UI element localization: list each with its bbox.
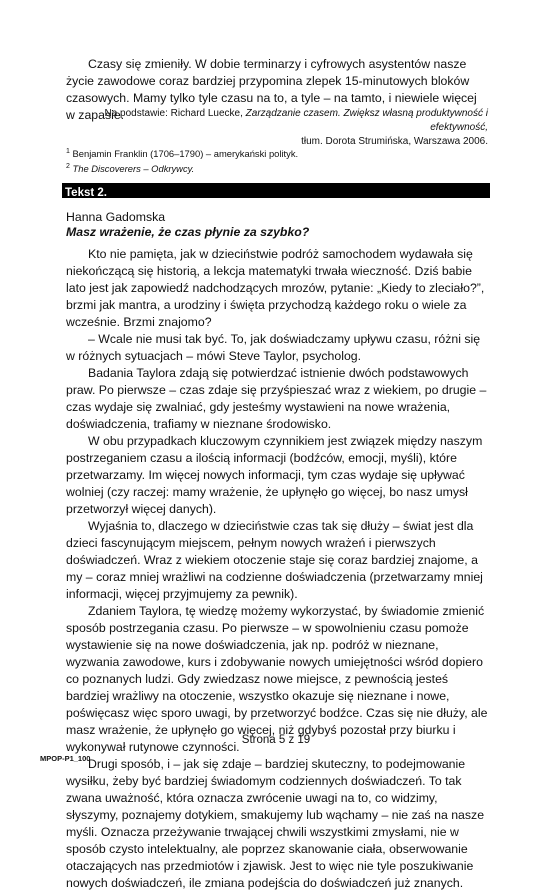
- source-citation: [100, 107, 488, 149]
- article-paragraph: – Wcale nie musi tak być. To, jak doświadczamy upływu czasu, różni się w różnych sytuacjach – mówi Steve Taylor, psycholog.: [66, 332, 481, 363]
- article-paragraph: Kto nie pamięta, jak w dzieciństwie podróż samochodem wydawała się niekończącą się historią, a lekcja matematyki trwała wieczność. Dziś babie lato jest jak zapowiedź nadchodzących mrozów, pytanie: „Kiedy to zleciało?”, brzmi jak mantra, a urodziny i święta przychodzą każdego roku o wiele za wcześnie. Brzmi znajomo?: [66, 247, 485, 329]
- footnote-1-number: 1: [66, 148, 70, 155]
- page-number: Strona 5 z 19: [241, 734, 311, 746]
- article-paragraph: Zdaniem Taylora, tę wiedzę możemy wykorzystać, by świadomie zmienić sposób postrzegania czasu. Po pierwsze – w spowolnieniu czasu pomoże wystawienie się na nowe doświadczenia, jak np. podróż w nieznane, wyzwania zawodowe, kurs i zdobywanie nowych umiejętności wśród dopiero co poznanych ludzi. Gdy zwiedzasz nowe miejsce, z pewnością jesteś bardziej wrażliwy na otoczenie, wszystko okazuje się nieznane i nowe, poświęcasz więc sporo uwagi, by przetworzyć bodźce. Czas się nie dłuży, ale masz wrażenie, że upłynęło go więcej, niż gdybyś pozostał przy biurku i wykonywał rutynowe czynności.: [66, 604, 488, 754]
- footnote-1: [66, 145, 486, 160]
- footnote-2: [66, 160, 486, 175]
- source-prefix: Na podstawie: Richard Luecke,: [104, 108, 246, 119]
- source-title: Zarządzanie czasem. Zwiększ własną produktywność i efektywność,: [245, 108, 488, 133]
- article-author: Hanna Gadomska: [66, 210, 166, 224]
- intro-paragraph: Czasy się zmieniły. W dobie terminarzy i cyfrowych asystentów nasze życie zawodowe coraz bardziej przypomina zlepek 15-minutowych bloków czasowych. Mamy tylko tyle czasu na to, a tyle – na tamto, i niewiele więcej w zapasie.: [66, 57, 477, 122]
- article-body: [66, 246, 490, 892]
- article-paragraph: Badania Taylora zdają się potwierdzać istnienie dwóch podstawowych praw. Po pierwsze – czas zdaje się przyśpieszać wraz z wiekiem, po drugie – czas wydaje się zwalniać, gdy jesteśmy wystawieni na nowe wrażenia, doświadczenia, trafiamy w nieznane środowisko.: [66, 366, 487, 431]
- footnote-1-text: Benjamin Franklin (1706–1790) – amerykański polityk.: [69, 148, 299, 160]
- article-paragraph: W obu przypadkach kluczowym czynnikiem jest związek między naszym postrzeganiem czasu a ilością informacji (bodźców, emocji, myśli), które przetwarzamy. Im więcej nowych informacji, tym czas wydaje się upływać wolniej (czy raczej: mamy wrażenie, że upłynęło go więcej, bo nasz umysł przetworzył więcej danych).: [66, 434, 483, 516]
- exam-code: MPOP-P1_100: [40, 754, 91, 763]
- footnote-2-number: 2: [66, 163, 70, 171]
- article-paragraph: Drugi sposób, i – jak się zdaje – bardziej skuteczny, to podejmowanie wysiłku, żeby być bardziej świadomym codziennych doświadczeń. To tak zwana uważność, która oznacza zwrócenie uwagi na to, co widzimy, słyszymy, poznajemy dotykiem, smakujemy lub wąchamy – nie zaś na nasze myśli. Oznacza przeżywanie trwającej chwili wszystkimi zmysłami, nie w sposób czysto intelektualny, ale poprzez skanowanie ciała, obserwowanie otaczających nas przedmiotów i zjawisk. Jest to więc nie tyle poszukiwanie nowych doświadczeń, ile zmiana podejścia do doświadczeń już znanych.: [66, 757, 485, 890]
- footnote-2-text: The Discoverers – Odkrywcy.: [69, 163, 195, 175]
- article-title: Masz wrażenie, że czas płynie za szybko?: [66, 225, 310, 239]
- source-translation: tłum. Dorota Strumińska, Warszawa 2006.: [301, 136, 488, 147]
- section-header-bar: [62, 183, 490, 198]
- footnotes: [66, 145, 486, 175]
- section-label: Tekst 2.: [65, 187, 107, 199]
- article-paragraph: Wyjaśnia to, dlaczego w dzieciństwie czas tak się dłuży – świat jest dla dzieci fascynującym miejscem, pełnym nowych wrażeń i pierwszych doświadczeń. Wraz z wiekiem otoczenie staje się coraz bardziej znajome, a my – coraz mniej wrażliwi na codzienne doświadczenia (przetwarzamy mniej informacji, więcej przyjmujemy za pewnik).: [66, 519, 483, 601]
